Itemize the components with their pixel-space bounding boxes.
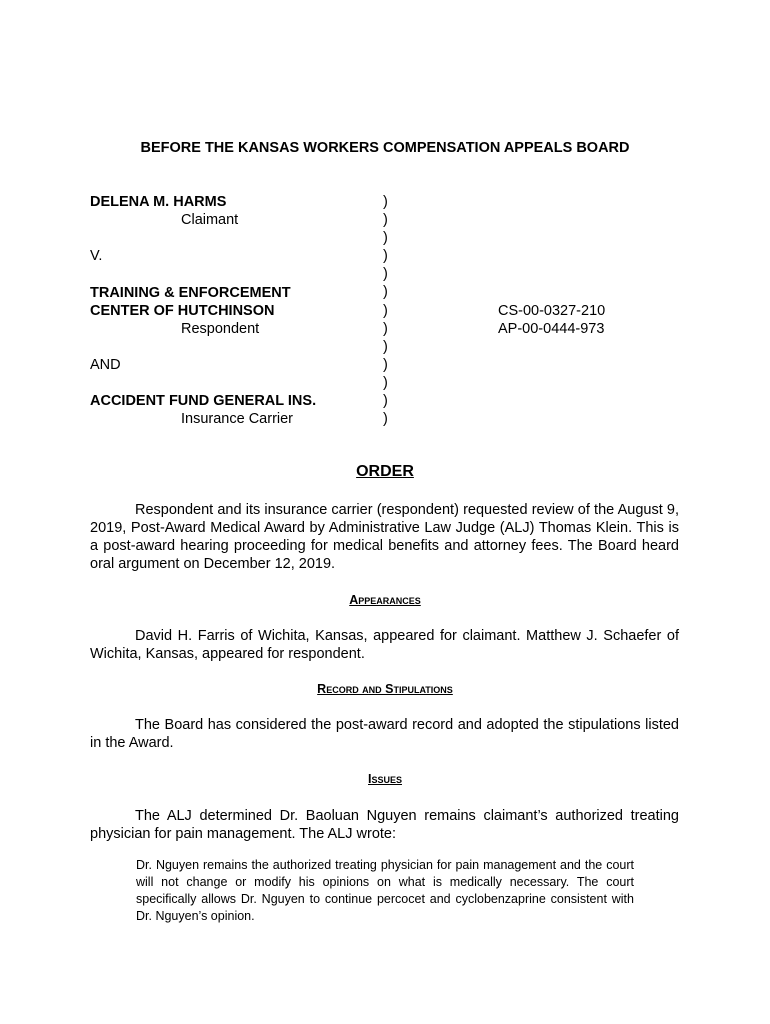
paren: ) bbox=[383, 212, 388, 229]
paren: ) bbox=[383, 356, 388, 373]
paren: ) bbox=[383, 338, 388, 355]
paren: ) bbox=[383, 411, 388, 428]
record-heading: Record and Stipulations bbox=[317, 682, 453, 696]
case-number-cs: CS-00-0327-210 bbox=[498, 303, 606, 319]
claimant-name: DELENA M. HARMS bbox=[90, 194, 227, 210]
and-label: AND bbox=[90, 357, 121, 373]
intro-paragraph: Respondent and its insurance carrier (respondent) requested review of the August 9, 2019, Post-Award Medical Award by Administrative Law Judge (ALJ) Thomas Klein. This is a post-award hearing proceeding for medical benefits and attorney fees. The Board heard oral argument on December 12, 2019. bbox=[90, 502, 679, 572]
caption-parentheses bbox=[383, 193, 388, 428]
paren: ) bbox=[383, 230, 388, 247]
order-heading: ORDER bbox=[356, 463, 414, 480]
paren: ) bbox=[383, 266, 388, 283]
paren: ) bbox=[383, 374, 388, 391]
case-numbers bbox=[498, 302, 605, 338]
carrier-name: ACCIDENT FUND GENERAL INS. bbox=[90, 393, 317, 409]
case-number-ap: AP-00-0444-973 bbox=[498, 321, 605, 337]
issues-heading: Issues bbox=[368, 772, 402, 786]
paren: ) bbox=[383, 302, 388, 319]
record-paragraph: The Board has considered the post-award record and adopted the stipulations listed in the Award. bbox=[90, 717, 679, 751]
paren: ) bbox=[383, 284, 388, 301]
versus-label: V. bbox=[90, 248, 103, 264]
document-title: BEFORE THE KANSAS WORKERS COMPENSATION APPEALS BOARD bbox=[140, 140, 630, 156]
respondent-role: Respondent bbox=[181, 321, 260, 337]
respondent-name-line1: TRAINING & ENFORCEMENT bbox=[90, 285, 291, 301]
appearances-paragraph: David H. Farris of Wichita, Kansas, appeared for claimant. Matthew J. Schaefer of Wichita, Kansas, appeared for respondent. bbox=[90, 628, 679, 662]
paren: ) bbox=[383, 320, 388, 337]
carrier-role: Insurance Carrier bbox=[181, 411, 294, 427]
respondent-name-line2: CENTER OF HUTCHINSON bbox=[90, 303, 275, 319]
alj-quote: Dr. Nguyen remains the authorized treating physician for pain management and the court will not change or modify his opinions on what is medically necessary. The court specifically allows Dr. Nguyen to continue percocet and cyclobenzaprine consistent with Dr. Nguyen’s opinion. bbox=[136, 858, 634, 923]
paren: ) bbox=[383, 393, 388, 410]
claimant-role: Claimant bbox=[181, 212, 239, 228]
paren: ) bbox=[383, 248, 388, 265]
appearances-heading: Appearances bbox=[349, 593, 421, 607]
issues-paragraph: The ALJ determined Dr. Baoluan Nguyen remains claimant’s authorized treating physician for pain management. The ALJ wrote: bbox=[90, 808, 679, 842]
paren: ) bbox=[383, 194, 388, 210]
